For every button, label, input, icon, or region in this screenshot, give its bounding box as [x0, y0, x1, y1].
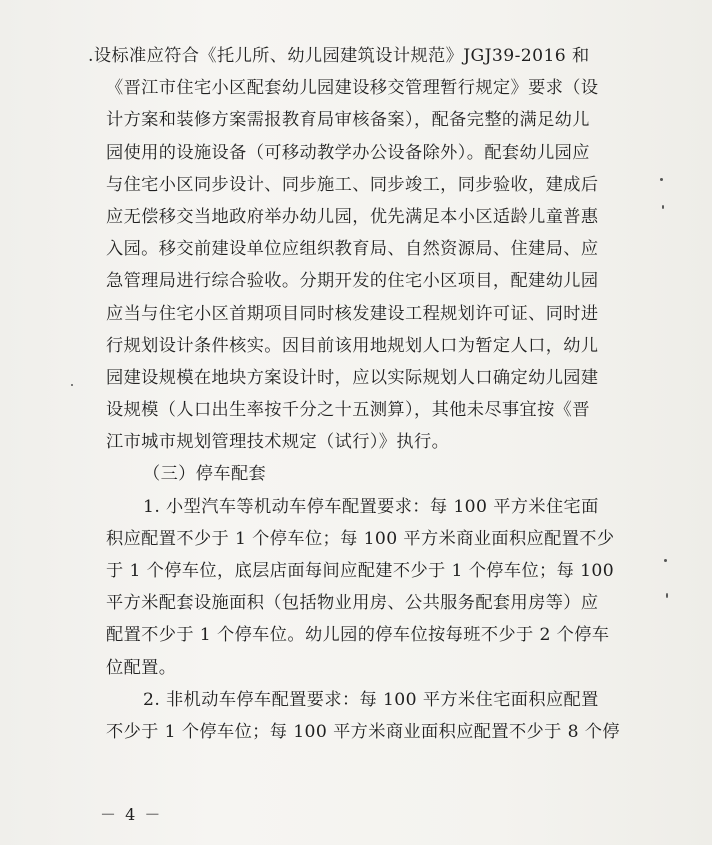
text-line: 江市城市规划管理技术规定（试行）》执行。 — [106, 432, 450, 453]
text-line: 应当与住宅小区首期项目同时核发建设工程规划许可证、同时进 — [106, 303, 599, 324]
body-text — [88, 40, 648, 748]
text-line: 1. 小型汽车等机动车停车配置要求：每 100 平方米住宅面 — [143, 496, 599, 517]
text-line: 计方案和装修方案需报教育局审核备案），配备完整的满足幼儿 — [106, 110, 590, 131]
text-line: 位配置。 — [106, 657, 177, 678]
text-line: 设规模（人口出生率按千分之十五测算），其他未尽事宜按《晋 — [106, 400, 590, 421]
text-line: 园建设规模在地块方案设计时，应以实际规划人口确定幼儿园建 — [106, 367, 599, 388]
text-line: 与住宅小区同步设计、同步施工、同步竣工，同步验收，建成后 — [106, 174, 599, 195]
scan-speck — [662, 205, 664, 209]
text-line: 应无偿移交当地政府举办幼儿园，优先满足本小区适龄儿童普惠 — [106, 206, 599, 227]
text-line: 急管理局进行综合验收。分期开发的住宅小区项目，配建幼儿园 — [106, 271, 599, 292]
text-line: 园使用的设施设备（可移动教学办公设备除外）。配套幼儿园应 — [106, 142, 590, 163]
scan-speck — [666, 593, 668, 598]
text-line: 于 1 个停车位，底层店面每间应配建不少于 1 个停车位；每 100 — [106, 561, 615, 581]
scan-speck — [660, 178, 663, 181]
text-line: 不少于 1 个停车位；每 100 平方米商业面积应配置不少于 8 个停 — [106, 721, 620, 742]
text-line: 配置不少于 1 个停车位。幼儿园的停车位按每班不少于 2 个停车 — [106, 625, 610, 646]
scan-speck — [71, 384, 73, 386]
text-line: 《晋江市住宅小区配套幼儿园建设移交管理暂行规定》要求（设 — [106, 78, 599, 99]
text-line: 积应配置不少于 1 个停车位；每 100 平方米商业面积应配置不少 — [106, 528, 615, 549]
scan-speck — [664, 559, 667, 562]
text-line: 2. 非机动车停车配置要求：每 100 平方米住宅面积应配置 — [143, 689, 599, 710]
section-heading: （三）停车配套 — [143, 464, 267, 485]
text-line: 行规划设计条件核实。因目前该用地规划人口为暂定人口，幼儿 — [106, 335, 599, 356]
text-line: 入园。移交前建设单位应组织教育局、自然资源局、住建局、应 — [106, 239, 599, 260]
page-number: － 4 － — [100, 805, 163, 824]
text-line: 平方米配套设施面积（包括物业用房、公共服务配套用房等）应 — [106, 593, 599, 614]
text-line: .设标准应符合《托儿所、幼儿园建筑设计规范》JGJ39-2016 和 — [88, 46, 590, 66]
